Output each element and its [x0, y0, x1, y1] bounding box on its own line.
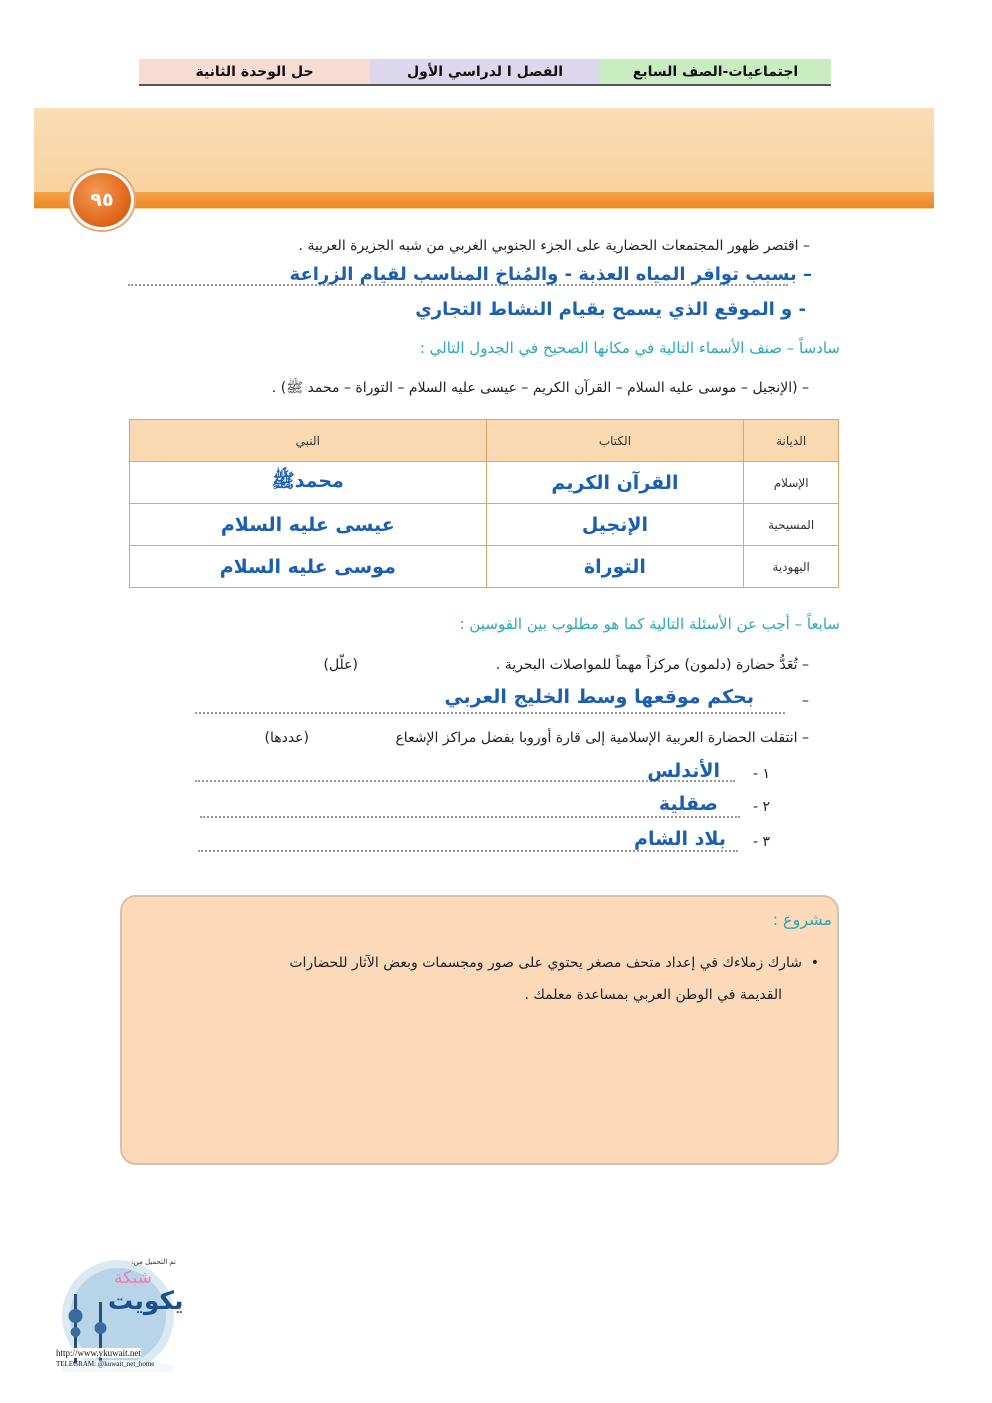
item-answer: بلاد الشام	[634, 828, 726, 850]
dotted-line	[195, 712, 785, 714]
section6-title: سادساً – صنف الأسماء التالية في مكانها الصحيح في الجدول التالي :	[419, 339, 840, 357]
book-cell: القرآن الكريم	[486, 462, 744, 504]
header-strip	[139, 59, 831, 86]
section7-title: سابعاً – أجب عن الأسئلة التالية كما هو مطلوب بين القوسين :	[459, 615, 840, 633]
item-number: ١ -	[752, 766, 770, 782]
answer-line-2: - و الموقع الذي يسمح بقيام النشاط التجاري	[415, 299, 806, 320]
project-box	[120, 895, 839, 1165]
item-answer: الأندلس	[647, 760, 720, 782]
prophet-cell: موسى عليه السلام	[130, 546, 487, 588]
item-number: ٢ -	[752, 799, 770, 815]
project-line-2: القديمة في الوطن العربي بمساعدة معلمك .	[524, 987, 782, 1003]
header-term: الفصل ا لدراسي الأول	[370, 59, 600, 84]
question-2: – انتقلت الحضارة العربية الإسلامية إلى قارة أوروبا بفضل مراكز الإشعاع	[395, 730, 809, 746]
question-2-type: (عددها)	[264, 730, 309, 746]
item-answer: صقلية	[658, 793, 718, 815]
bullet: •	[810, 955, 819, 971]
item-number: ٣ -	[752, 834, 770, 850]
religion-cell: الإسلام	[744, 462, 839, 504]
dotted-line	[200, 816, 740, 818]
dash: –	[802, 693, 809, 709]
watermark-top: تم التحميل من:	[131, 1258, 176, 1266]
watermark-name2: يكويت	[108, 1286, 184, 1315]
header-prophet: النبي	[130, 420, 487, 462]
names-list: – (الإنجيل – موسى عليه السلام – القرآن الكريم – عيسى عليه السلام – التوراة – محمد ﷺ) .	[271, 380, 809, 396]
watermark-url: http://www.ykuwait.net	[56, 1348, 141, 1358]
table-row	[130, 462, 839, 504]
religion-cell: اليهودية	[744, 546, 839, 588]
header-subject: اجتماعيات-الصف السابع	[600, 59, 831, 84]
page-number: ٩٥	[70, 170, 134, 230]
table-row	[130, 504, 839, 546]
watermark-name1: شبكة	[114, 1268, 152, 1288]
header-book: الكتاب	[486, 420, 744, 462]
watermark-logo	[56, 1258, 184, 1380]
question-1: – تُعَدُّ حضارة (دلمون) مركزاً مهماً للمواصلات البحرية .	[495, 657, 809, 673]
book-cell: التوراة	[486, 546, 744, 588]
watermark-telegram: TELEGRAM: @kuwait_net_home	[56, 1360, 155, 1368]
statement-text: – اقتصر ظهور المجتمعات الحضارية على الجزء الجنوبي الغربي من شبه الجزيرة العربية .	[298, 238, 810, 254]
table-header-row	[130, 420, 839, 462]
religion-cell: المسيحية	[744, 504, 839, 546]
prophet-cell: محمدﷺ	[130, 462, 487, 504]
prophet-cell: عيسى عليه السلام	[130, 504, 487, 546]
header-religion: الديانة	[744, 420, 839, 462]
dotted-line	[198, 850, 738, 852]
book-cell: الإنجيل	[486, 504, 744, 546]
project-title: مشروع :	[772, 910, 832, 929]
answer-1: بحكم موقعها وسط الخليج العربي	[444, 686, 754, 708]
question-1-type: (علّل)	[323, 657, 358, 673]
table-row	[130, 546, 839, 588]
classification-table	[129, 419, 839, 588]
header-unit: حل الوحدة الثانية	[139, 59, 370, 84]
answer-line-1: – بسبب توافر المياه العذبة - والمُناخ المناسب لقيام الزراعة	[289, 264, 812, 285]
banner-stripe	[34, 192, 934, 208]
project-line-1: شارك زملاءك في إعداد متحف مصغر يحتوي على صور ومجسمات وبعض الآثار للحضارات	[289, 955, 802, 971]
